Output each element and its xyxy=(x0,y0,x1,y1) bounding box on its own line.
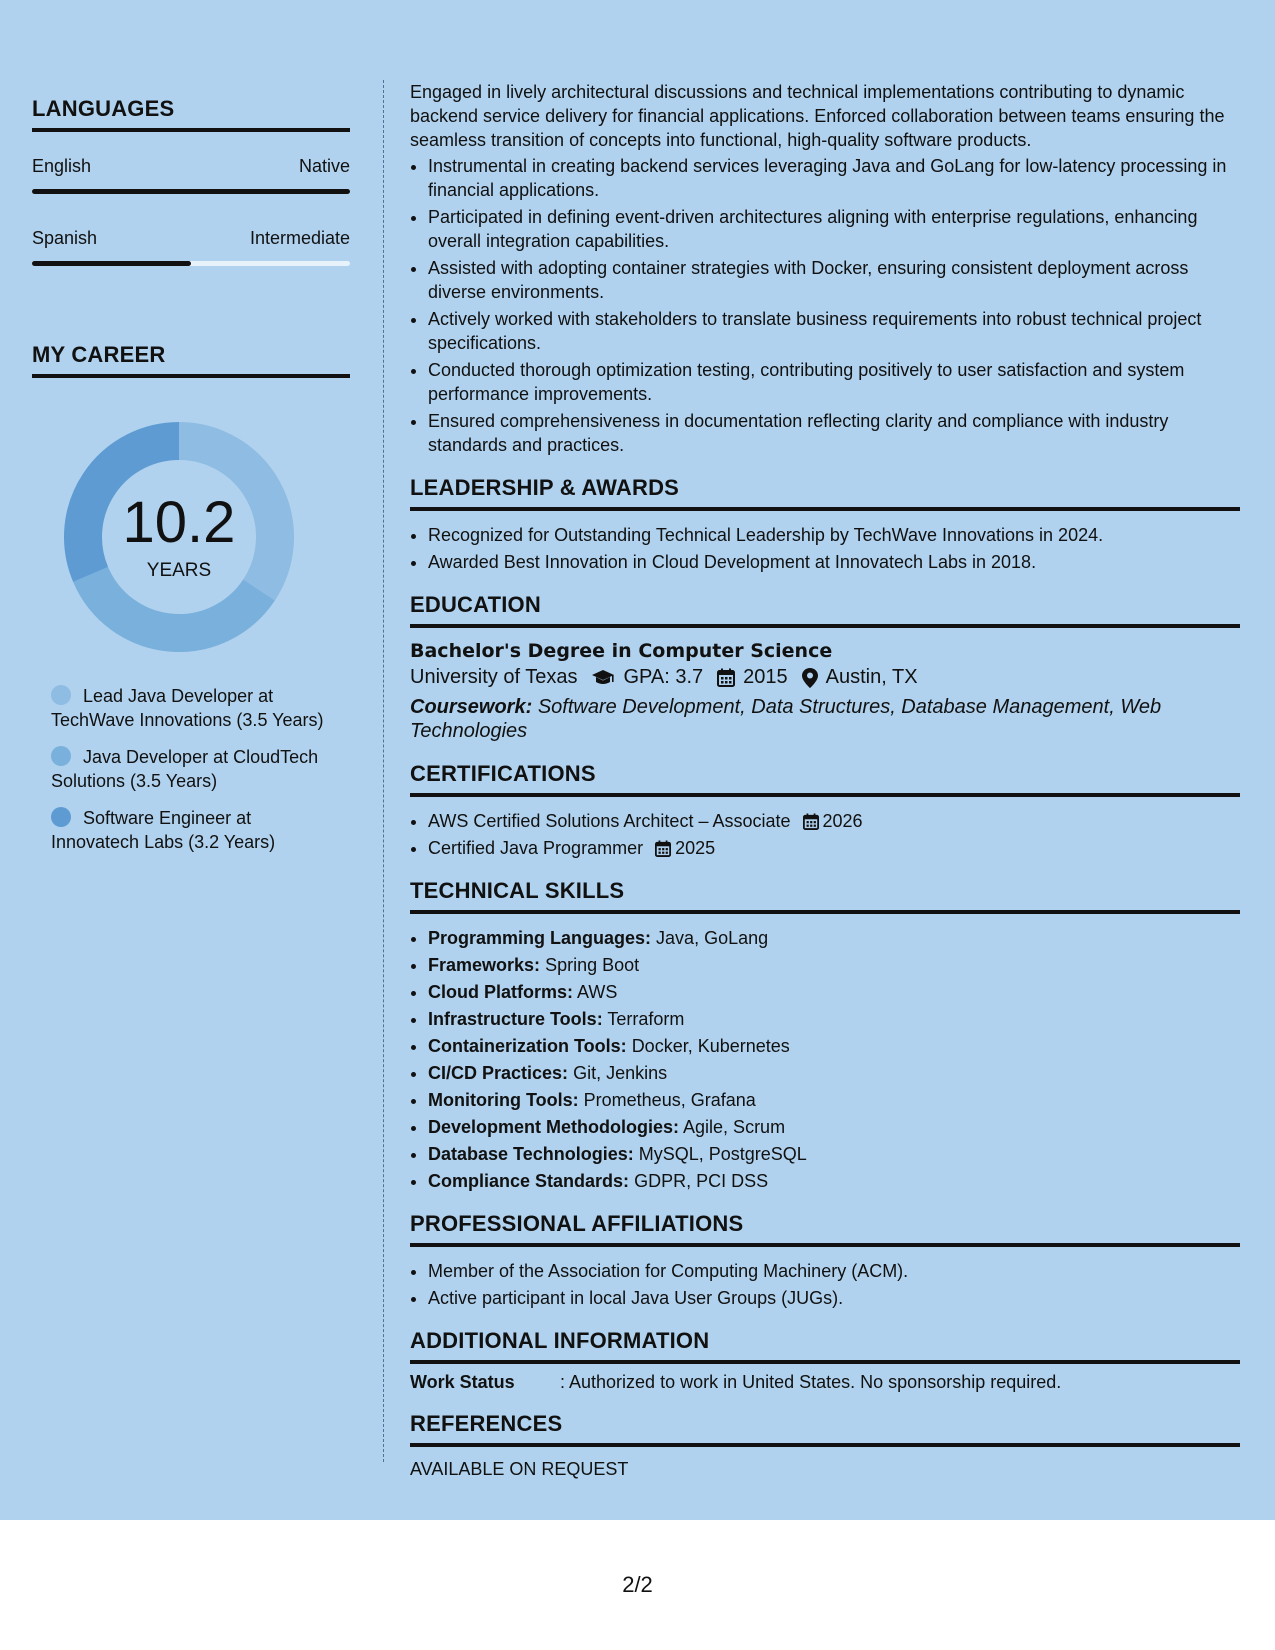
skills-section xyxy=(410,878,1240,1193)
experience-bullets xyxy=(410,154,1240,457)
references-section xyxy=(410,1411,1240,1480)
list-item: • Infrastructure Tools: Terraform xyxy=(428,1007,1240,1031)
list-item: • Frameworks: Spring Boot xyxy=(428,953,1240,977)
languages-heading: LANGUAGES xyxy=(32,96,350,132)
career-legend xyxy=(51,684,341,854)
references-text: AVAILABLE ON REQUEST xyxy=(410,1459,629,1479)
certifications-section xyxy=(410,761,1240,860)
career-total-unit: YEARS xyxy=(146,560,212,581)
section-heading: LEADERSHIP & AWARDS xyxy=(410,475,1240,511)
education-location: Austin, TX xyxy=(825,666,918,688)
section-heading: CERTIFICATIONS xyxy=(410,761,1240,797)
page-number: 2/2 xyxy=(622,1572,653,1597)
list-item: • Actively worked with stakeholders to translate business requirements into robust technical project specifications. xyxy=(428,307,1240,355)
legend-dot-icon xyxy=(51,807,71,827)
list-item: • Monitoring Tools: Prometheus, Grafana xyxy=(428,1088,1240,1112)
section-heading: EDUCATION xyxy=(410,592,1240,628)
section-heading: PROFESSIONAL AFFILIATIONS xyxy=(410,1211,1240,1247)
legend-dot-icon xyxy=(51,685,71,705)
career-total-value: 10.2 xyxy=(122,490,236,555)
language-name: English xyxy=(32,156,92,176)
list-item: • AWS Certified Solutions Architect – Associate 2026 xyxy=(428,809,1240,833)
list-item: • Development Methodologies: Agile, Scrum xyxy=(428,1115,1240,1139)
list-item: • Programming Languages: Java, GoLang xyxy=(428,926,1240,950)
left-column xyxy=(32,96,350,867)
calendar-icon xyxy=(717,668,735,687)
list-item: • Ensured comprehensiveness in documentation reflecting clarity and compliance with industry standards and practices. xyxy=(428,409,1240,457)
legend-dot-icon xyxy=(51,746,71,766)
education-school: University of Texas xyxy=(410,666,578,688)
calendar-icon xyxy=(803,813,819,830)
list-item: • Containerization Tools: Docker, Kubernetes xyxy=(428,1034,1240,1058)
language-bar-fill xyxy=(32,261,191,266)
language-level: Native xyxy=(298,156,350,176)
list-item: • CI/CD Practices: Git, Jenkins xyxy=(428,1061,1240,1085)
list-item: • Certified Java Programmer 2025 xyxy=(428,836,1240,860)
language-bar xyxy=(32,189,350,194)
page-footer xyxy=(0,1520,1275,1650)
career-legend-item: Java Developer at CloudTech Solutions (3.5 Years) xyxy=(51,747,319,791)
affiliations-section xyxy=(410,1211,1240,1310)
section-heading: ADDITIONAL INFORMATION xyxy=(410,1328,1240,1364)
career-donut-chart xyxy=(64,422,294,652)
language-name: Spanish xyxy=(32,228,98,248)
right-column xyxy=(410,80,1240,1480)
language-bar-fill xyxy=(32,189,350,194)
education-gpa: GPA: 3.7 xyxy=(623,666,704,688)
list-item: • Active participant in local Java User Groups (JUGs). xyxy=(428,1286,1240,1310)
language-spanish xyxy=(32,228,350,266)
career-legend-item: Software Engineer at Innovatech Labs (3.2 Years) xyxy=(51,808,276,852)
work-status-label: Work Status xyxy=(410,1372,515,1392)
list-item: • Recognized for Outstanding Technical Leadership by TechWave Innovations in 2024. xyxy=(428,523,1240,547)
list-item: • Member of the Association for Computing Machinery (ACM). xyxy=(428,1259,1240,1283)
language-bar xyxy=(32,261,350,266)
education-year: 2015 xyxy=(743,666,788,688)
list-item: • Participated in defining event-driven architectures aligning with enterprise regulations, enhancing overall integration capabilities. xyxy=(428,205,1240,253)
list-item: • Assisted with adopting container strategies with Docker, ensuring consistent deployment across diverse environments. xyxy=(428,256,1240,304)
work-status-value: : Authorized to work in United States. No sponsorship required. xyxy=(560,1372,1062,1392)
column-divider xyxy=(383,80,384,1462)
education-coursework: Coursework: Software Development, Data Structures, Database Management, Web Technologies xyxy=(410,696,1162,742)
graduation-cap-icon xyxy=(591,669,615,687)
calendar-icon xyxy=(655,840,671,857)
additional-info-section xyxy=(410,1328,1240,1393)
section-heading: TECHNICAL SKILLS xyxy=(410,878,1240,914)
list-item: • Instrumental in creating backend services leveraging Java and GoLang for low-latency processing in financial applications. xyxy=(428,154,1240,202)
education-section xyxy=(410,592,1240,743)
education-degree: Bachelor's Degree in Computer Science xyxy=(410,640,833,662)
list-item: • Database Technologies: MySQL, PostgreSQL xyxy=(428,1142,1240,1166)
list-item: • Conducted thorough optimization testing, contributing positively to user satisfaction and system performance improvements. xyxy=(428,358,1240,406)
list-item: • Awarded Best Innovation in Cloud Development at Innovatech Labs in 2018. xyxy=(428,550,1240,574)
experience-summary: Engaged in lively architectural discussions and technical implementations contributing to dynamic backend service delivery for financial applications. Enforced collaboration between teams ensuring the seamless transition of concepts into functional, high-quality software products. xyxy=(410,82,1225,150)
language-level: Intermediate xyxy=(249,228,350,248)
section-heading: REFERENCES xyxy=(410,1411,1240,1447)
leadership-section xyxy=(410,475,1240,574)
language-english xyxy=(32,156,350,194)
career-legend-item: Lead Java Developer at TechWave Innovations (3.5 Years) xyxy=(51,686,324,730)
location-pin-icon xyxy=(802,668,818,688)
list-item: • Cloud Platforms: AWS xyxy=(428,980,1240,1004)
list-item: • Compliance Standards: GDPR, PCI DSS xyxy=(428,1169,1240,1193)
career-heading: MY CAREER xyxy=(32,342,350,378)
